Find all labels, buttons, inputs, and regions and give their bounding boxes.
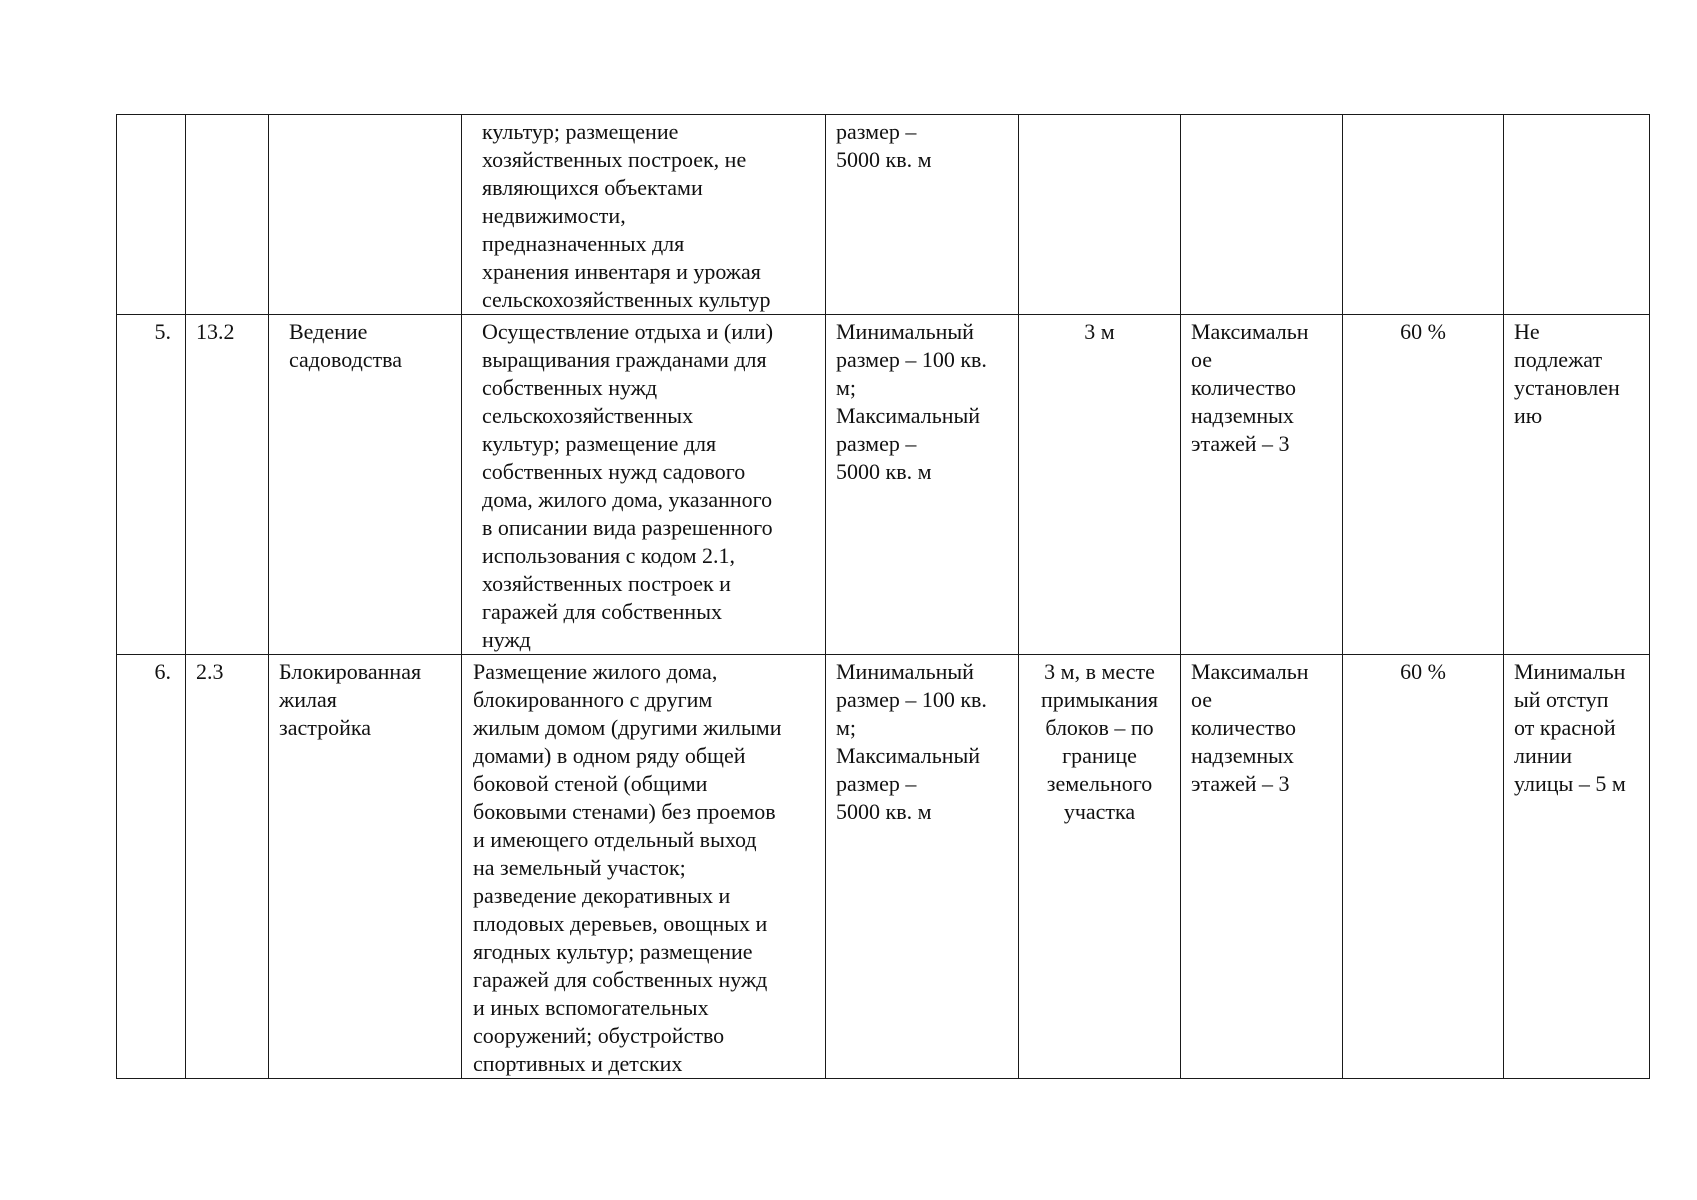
description-cell: Осуществление отдыха и (или) выращивания гражданами для собственных нужд сельскохозяйственных культур; размещение для собственных нужд садового дома, жилого дома, указанного в описании вида разрешенного использования с кодом 2.1, хозяйственных построек и гаражей для собственных нужд xyxy=(462,315,826,655)
setback-cell: 3 м xyxy=(1019,315,1181,655)
coverage-cell: 60 % xyxy=(1343,315,1504,655)
floors-cell: Максимальн ое количество надземных этажей – 3 xyxy=(1181,655,1343,1079)
use-name-cell xyxy=(269,115,462,315)
table-row xyxy=(117,115,1650,315)
plot-size-cell: Минимальный размер – 100 кв. м; Максимальный размер – 5000 кв. м xyxy=(826,315,1019,655)
floors-cell: Максимальн ое количество надземных этажей – 3 xyxy=(1181,315,1343,655)
coverage-cell: 60 % xyxy=(1343,655,1504,1079)
table-row xyxy=(117,315,1650,655)
table-row xyxy=(117,655,1650,1079)
other-params-cell: Не подлежат установлен ию xyxy=(1504,315,1650,655)
plot-size-cell: Минимальный размер – 100 кв. м; Максимальный размер – 5000 кв. м xyxy=(826,655,1019,1079)
row-number-cell: 5. xyxy=(117,315,186,655)
row-number-cell xyxy=(117,115,186,315)
use-name-cell: Ведение садоводства xyxy=(269,315,462,655)
other-params-cell: Минимальн ый отступ от красной линии улицы – 5 м xyxy=(1504,655,1650,1079)
setback-cell: 3 м, в месте примыкания блоков – по границе земельного участка xyxy=(1019,655,1181,1079)
code-cell: 2.3 xyxy=(186,655,269,1079)
plot-size-cell: размер – 5000 кв. м xyxy=(826,115,1019,315)
coverage-cell xyxy=(1343,115,1504,315)
description-cell: культур; размещение хозяйственных построек, не являющихся объектами недвижимости, предназначенных для хранения инвентаря и урожая сельскохозяйственных культур xyxy=(462,115,826,315)
description-cell: Размещение жилого дома, блокированного с другим жилым домом (другими жилыми домами) в одном ряду общей боковой стеной (общими боковыми стенами) без проемов и имеющего отдельный выход на земельный участок; разведение декоративных и плодовых деревьев, овощных и ягодных культур; размещение гаражей для собственных нужд и иных вспомогательных сооружений; обустройство спортивных и детских xyxy=(462,655,826,1079)
code-cell: 13.2 xyxy=(186,315,269,655)
row-number-cell: 6. xyxy=(117,655,186,1079)
use-name-cell: Блокированная жилая застройка xyxy=(269,655,462,1079)
floors-cell xyxy=(1181,115,1343,315)
code-cell xyxy=(186,115,269,315)
other-params-cell xyxy=(1504,115,1650,315)
setback-cell xyxy=(1019,115,1181,315)
land-use-table xyxy=(116,114,1650,1079)
